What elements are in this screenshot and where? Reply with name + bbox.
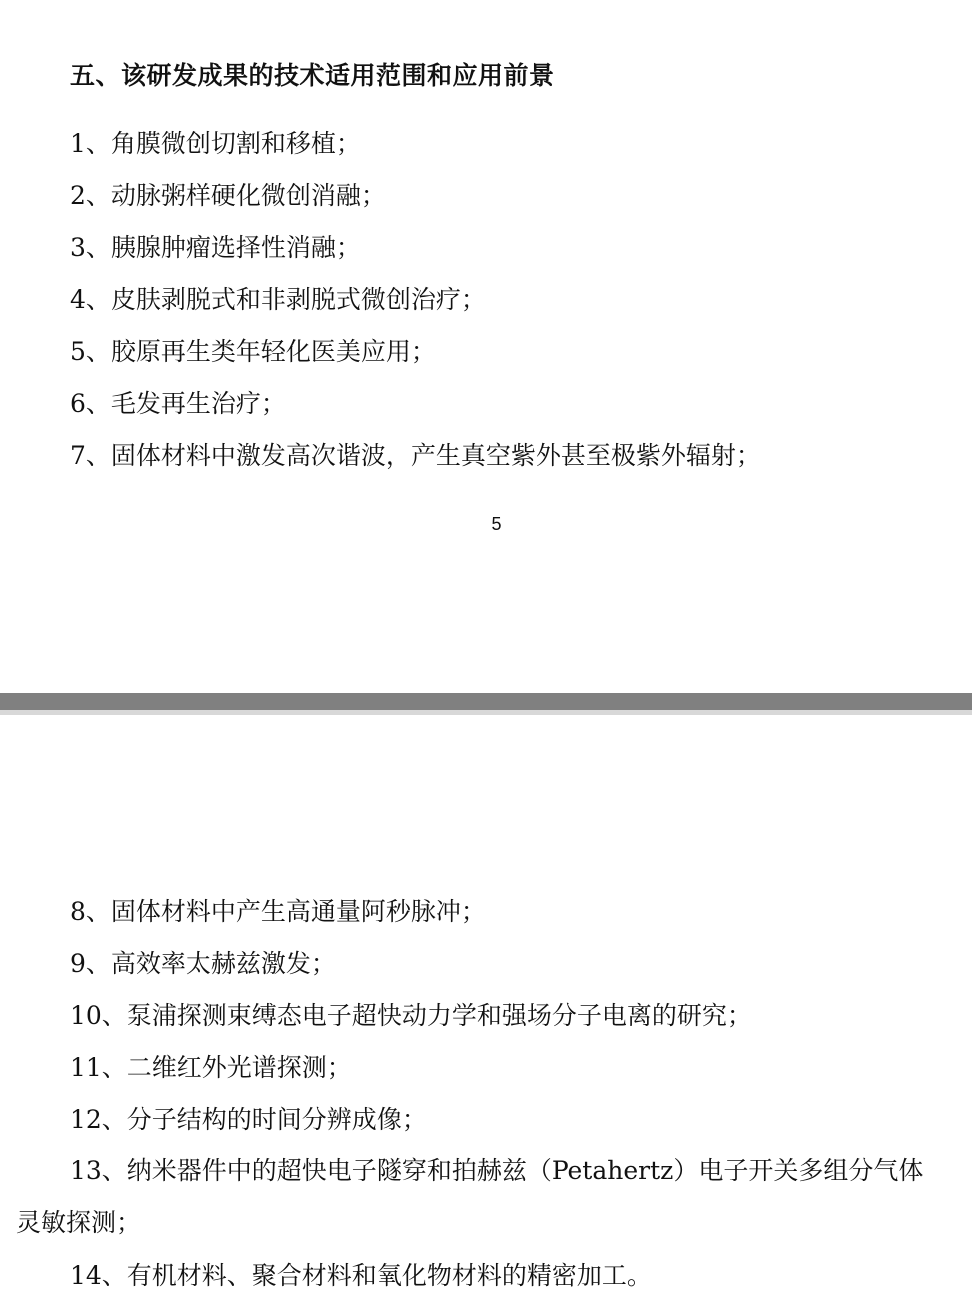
section-heading: 五、该研发成果的技术适用范围和应用前景: [70, 61, 555, 90]
list-item: 6、毛发再生治疗；: [70, 389, 286, 418]
list-item: 11、二维红外光谱探测；: [70, 1053, 352, 1082]
list-item: 10、泵浦探测束缚态电子超快动力学和强场分子电离的研究；: [70, 1001, 752, 1030]
list-item: 5、胶原再生类年轻化医美应用；: [70, 337, 436, 366]
page-number: 5: [491, 514, 502, 534]
list-item: 1、角膜微创切割和移植；: [70, 129, 361, 158]
list-item: 3、胰腺肿瘤选择性消融；: [70, 233, 361, 262]
list-item: 2、动脉粥样硬化微创消融；: [70, 181, 386, 210]
list-item: 12、分子结构的时间分辨成像；: [70, 1105, 427, 1134]
list-item: 4、皮肤剥脱式和非剥脱式微创治疗；: [70, 285, 486, 314]
document-page-6: [0, 715, 972, 1314]
page-separator: [0, 693, 972, 715]
list-item: 7、固体材料中激发高次谐波，产生真空紫外甚至极紫外辐射；: [70, 441, 761, 470]
list-item: 14、有机材料、聚合材料和氧化物材料的精密加工。: [70, 1261, 652, 1290]
list-item-wrapped: 13、纳米器件中的超快电子隧穿和拍赫兹（Petahertz）电子开关多组分气体灵敏探测；: [16, 1156, 924, 1237]
list-item: 9、高效率太赫兹激发；: [70, 949, 336, 978]
list-item: 8、固体材料中产生高通量阿秒脉冲；: [70, 897, 486, 926]
